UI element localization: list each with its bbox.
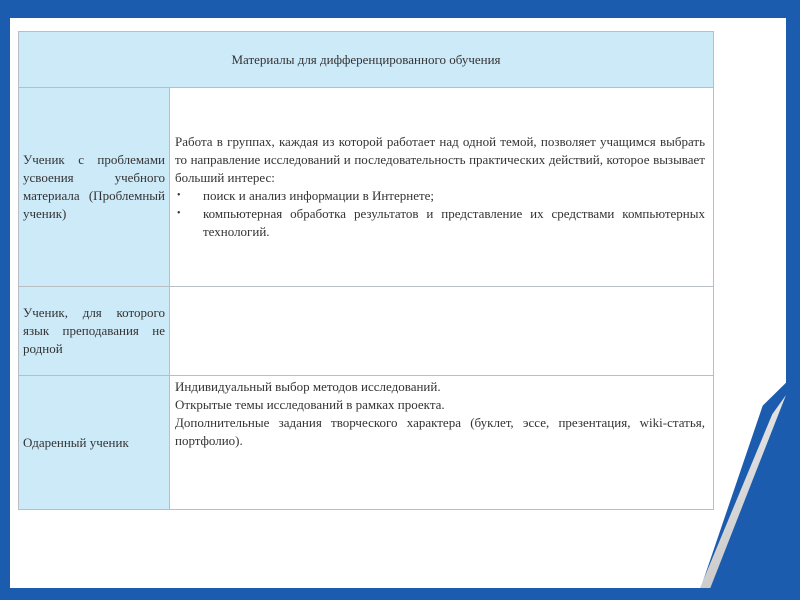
- bullet-list: [175, 187, 705, 241]
- table-row: [19, 287, 714, 376]
- materials-table: [18, 31, 714, 510]
- row-intro: Работа в группах, каждая из которой работает над одной темой, позволяет учащимся выбрать то направление исследований и последовательность практических действий, которое вызывает больший интерес:: [175, 134, 705, 185]
- row-label: Ученик, для которого язык преподавания не родной: [19, 287, 170, 376]
- content-line: Дополнительные задания творческого характера (буклет, эссе, презентация, wiki-статья, портфолио).: [175, 415, 705, 448]
- row-content: [170, 88, 714, 287]
- bullet-item: • поиск и анализ информации в Интернете;: [203, 187, 705, 205]
- table-row: [19, 376, 714, 510]
- row-label: Ученик с проблемами усвоения учебного материала (Проблемный ученик): [19, 88, 170, 287]
- table-header: Материалы для дифференцированного обучения: [19, 32, 714, 88]
- bullet-item: • компьютерная обработка результатов и представление их средствами компьютерных технологий.: [203, 205, 705, 241]
- content-line: Открытые темы исследований в рамках проекта.: [175, 397, 445, 412]
- row-content: [170, 376, 714, 510]
- row-content: [170, 287, 714, 376]
- row-label: Одаренный ученик: [19, 376, 170, 510]
- table-row: [19, 88, 714, 287]
- content-line: Индивидуальный выбор методов исследований.: [175, 379, 441, 394]
- table-header-row: [19, 32, 714, 88]
